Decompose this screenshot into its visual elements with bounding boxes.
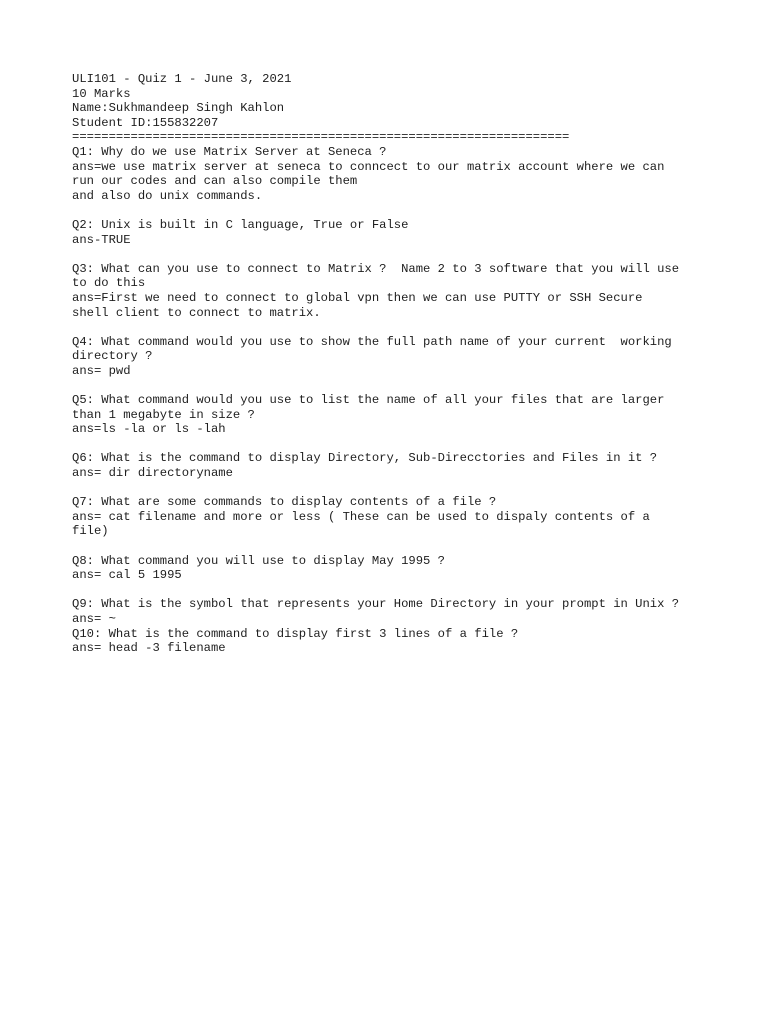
blank-line xyxy=(72,203,712,218)
text-line: Q3: What can you use to connect to Matrix ? Name 2 to 3 software that you will use xyxy=(72,261,680,276)
text-line: ans= head -3 filename xyxy=(72,641,226,656)
text-line: Q9: What is the symbol that represents your Home Directory in your prompt in Unix ? xyxy=(72,597,680,612)
text-line: file) xyxy=(72,524,109,539)
text-line: and also do unix commands. xyxy=(72,188,263,203)
blank-line xyxy=(72,320,712,335)
text-line: Student ID:155832207 xyxy=(72,115,219,130)
text-line: shell client to connect to matrix. xyxy=(72,305,321,320)
blank-line xyxy=(72,481,712,496)
text-line: ans=ls -la or ls -lah xyxy=(72,422,226,437)
blank-line xyxy=(72,539,712,554)
text-line: ans= dir directoryname xyxy=(72,466,233,481)
text-line: ans=First we need to connect to global vpn then we can use PUTTY or SSH Secure xyxy=(72,290,643,305)
text-line: ans= cat filename and more or less ( These can be used to dispaly contents of a xyxy=(72,509,650,524)
text-line: Q2: Unix is built in C language, True or False xyxy=(72,217,409,232)
text-line: ans=we use matrix server at seneca to conncect to our matrix account where we can xyxy=(72,159,665,174)
text-line: Q6: What is the command to display Directory, Sub-Direcctories and Files in it ? xyxy=(72,451,658,466)
text-line: ans= ~ xyxy=(72,611,116,626)
text-line: ans= cal 5 1995 xyxy=(72,568,182,583)
blank-line xyxy=(72,378,712,393)
text-line: run our codes and can also compile them xyxy=(72,174,358,189)
blank-line xyxy=(72,247,712,262)
quiz-text-body xyxy=(72,72,712,656)
text-line: Name:Sukhmandeep Singh Kahlon xyxy=(72,101,285,116)
text-line: Q5: What command would you use to list the name of all your files that are larger xyxy=(72,393,665,408)
text-line: than 1 megabyte in size ? xyxy=(72,407,255,422)
text-line: ans= pwd xyxy=(72,363,131,378)
text-line: Q4: What command would you use to show the full path name of your current working xyxy=(72,334,672,349)
text-line: ULI101 - Quiz 1 - June 3, 2021 xyxy=(72,72,292,86)
text-line: Q8: What command you will use to display May 1995 ? xyxy=(72,553,445,568)
text-line: to do this xyxy=(72,276,146,291)
text-line: 10 Marks xyxy=(72,86,131,101)
text-line: Q10: What is the command to display first 3 lines of a file ? xyxy=(72,626,519,641)
text-line: ans-TRUE xyxy=(72,232,131,247)
text-line: Q1: Why do we use Matrix Server at Seneca ? xyxy=(72,144,387,159)
blank-line xyxy=(72,437,712,452)
blank-line xyxy=(72,583,712,598)
text-line: directory ? xyxy=(72,349,153,364)
text-line: Q7: What are some commands to display contents of a file ? xyxy=(72,495,497,510)
text-line: ==================================================================== xyxy=(72,130,570,145)
